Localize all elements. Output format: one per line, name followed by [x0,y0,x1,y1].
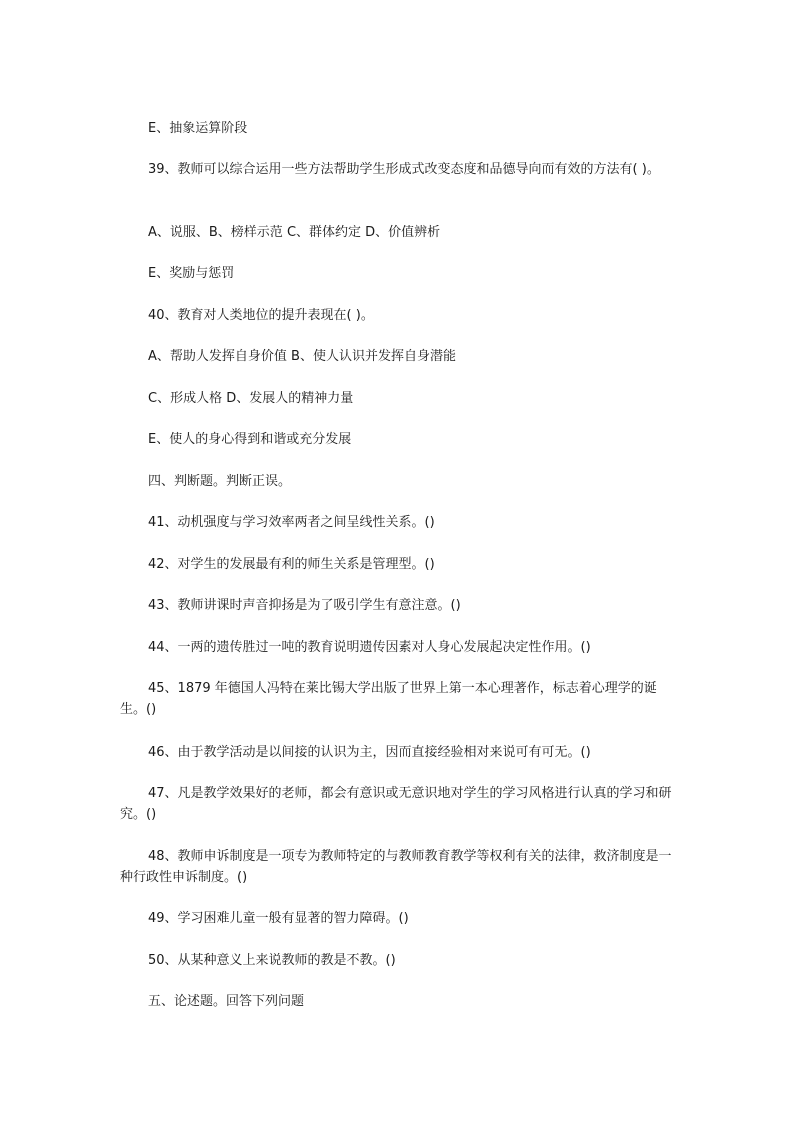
question-43: 43、教师讲课时声音抑扬是为了吸引学生有意注意。() [148,598,461,613]
question-40-options-c-d: C、形成人格 D、发展人的精神力量 [148,391,354,406]
question-40-option-e: E、使人的身心得到和谐或充分发展 [148,432,352,447]
section-heading-essay: 五、论述题。回答下列问题 [148,994,305,1009]
question-47: 47、凡是教学效果好的老师，都会有意识或无意识地对学生的学习风格进行认真的学习和研究。() [120,786,672,822]
question-39: 39、教师可以综合运用一些方法帮助学生形成式改变态度和品德导向而有效的方法有( )。 [148,162,660,177]
question-49: 49、学习困难儿童一般有显著的智力障碍。() [148,911,409,926]
question-40: 40、教育对人类地位的提升表现在( )。 [148,308,374,323]
question-39-options-a-d: A、说服、B、榜样示范 C、群体约定 D、价值辨析 [148,225,441,240]
question-45: 45、1879 年德国人冯特在莱比锡大学出版了世界上第一本心理著作，标志着心理学的诞生。() [120,681,657,717]
question-42: 42、对学生的发展最有利的师生关系是管理型。() [148,557,435,572]
question-46: 46、由于教学活动是以间接的认识为主，因而直接经验相对来说可有可无。() [148,745,591,760]
question-48: 48、教师申诉制度是一项专为教师特定的与教师教育教学等权利有关的法律，救济制度是一种行政性申诉制度。() [120,849,672,885]
question-44: 44、一两的遗传胜过一吨的教育说明遗传因素对人身心发展起决定性作用。() [148,640,591,655]
question-41: 41、动机强度与学习效率两者之间呈线性关系。() [148,515,435,530]
question-50: 50、从某种意义上来说教师的教是不教。() [148,953,396,968]
section-heading-true-false: 四、判断题。判断正误。 [148,474,292,489]
option-e-abstract-operations: E、抽象运算阶段 [148,121,248,136]
question-40-options-a-b: A、帮助人发挥自身价值 B、使人认识并发挥自身潜能 [148,349,456,364]
question-39-option-e: E、奖励与惩罚 [148,266,235,281]
